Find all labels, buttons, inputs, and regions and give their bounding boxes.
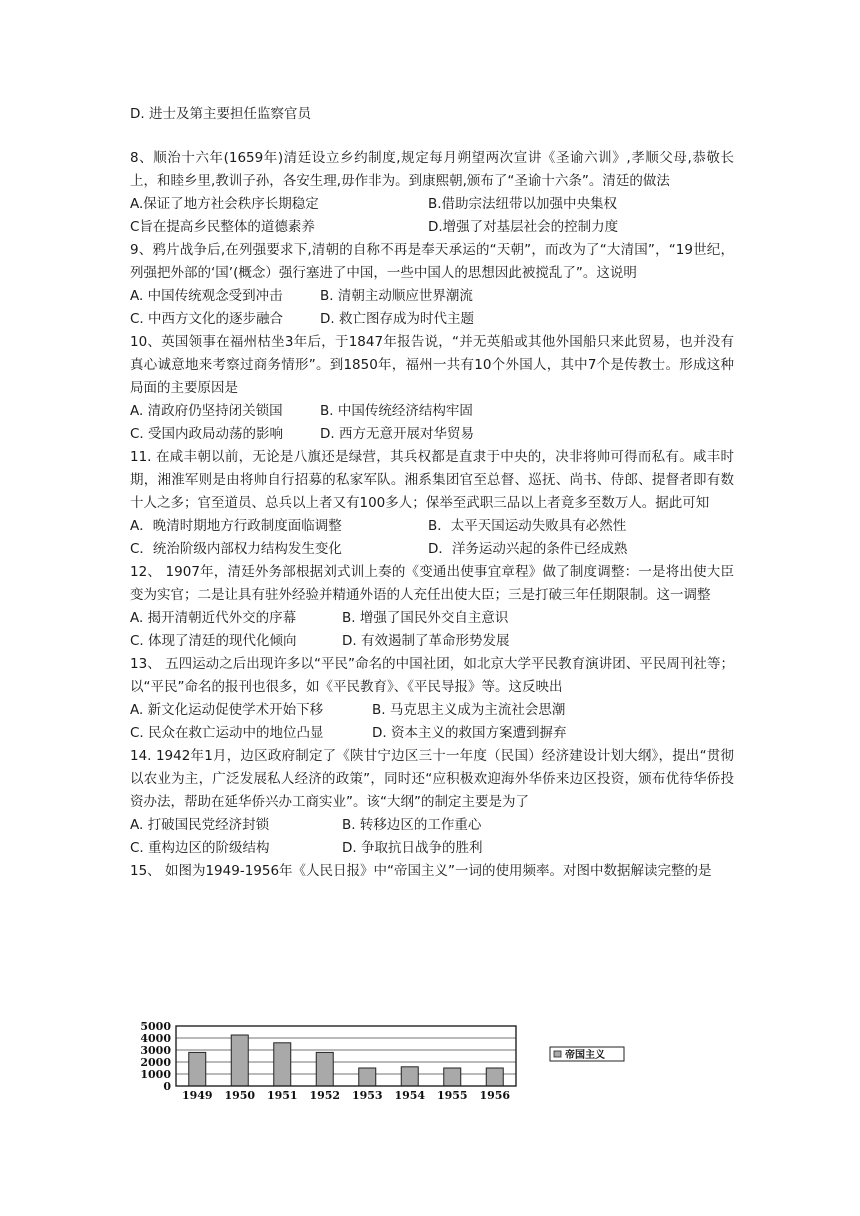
exam-page [130,0,734,883]
usage-frequency-bar-chart [130,1022,650,1102]
option-b: B. 清朝主动顺应世界潮流 [320,288,473,304]
legend [550,1047,624,1061]
question-12-options-row-1 [130,607,734,630]
option-b: B. 马克思主义成为主流社会思潮 [372,702,566,718]
question-11-options-row-2 [130,538,734,561]
bar-1949 [189,1052,206,1086]
y-tick-label: 1000 [140,1068,171,1081]
option-d: D. 救亡图存成为时代主题 [320,311,474,327]
question-11-stem: 11. 在咸丰朝以前，无论是八旗还是绿营，其兵权都是直隶于中央的，决非将帅可得而私有。咸丰时期，湘淮军则是由将帅自行招募的私家军队。湘系集团官至总督、巡抚、尚书、侍郎、提督者即有数十人之多；官至道员、总兵以上者又有100多人；保举至武职三品以上者竟多至数万人。据此可知 [130,449,734,511]
bar-1950 [231,1035,248,1086]
option-a: A. 中国传统观念受到冲击 [130,288,283,304]
question-15-stem: 15、 如图为1949-1956年《人民日报》中“帝国主义”一词的使用频率。对图中数据解读完整的是 [130,863,712,879]
x-tick-label: 1953 [351,1089,383,1102]
option-d: D.增强了对基层社会的控制力度 [428,219,619,235]
option-d: D．洋务运动兴起的条件已经成熟 [428,541,628,557]
option-d: D. 资本主义的救国方案遭到摒弃 [372,725,567,741]
option-b: B. 中国传统经济结构牢固 [320,403,473,419]
option-b: B．太平天国运动失败具有必然性 [428,518,627,534]
y-axis-ticks [140,1022,171,1093]
bars [189,1035,504,1086]
option-a: A.保证了地方社会秩序长期稳定 [130,196,319,212]
x-tick-label: 1955 [436,1089,468,1102]
option-d-previous: D. 进士及第主要担任监察官员 [130,106,311,122]
option-c: C．统治阶级内部权力结构发生变化 [130,541,342,557]
question-14-options-row-2 [130,837,734,860]
x-tick-label: 1956 [479,1089,511,1102]
option-a: A. 揭开清朝近代外交的序幕 [130,610,297,626]
bar-1954 [401,1067,418,1086]
question-13-options-row-1 [130,699,734,722]
y-tick-label: 0 [163,1080,171,1093]
option-d: D. 争取抗日战争的胜利 [342,840,483,856]
y-tick-label: 5000 [140,1022,171,1033]
question-14-options-row-1 [130,814,734,837]
option-a: A. 清政府仍坚持闭关锁国 [130,403,283,419]
option-c: C. 受国内政局动荡的影响 [130,426,284,442]
question-10-options-row-2 [130,423,734,446]
question-13-options-row-2 [130,722,734,745]
bar-1951 [274,1043,291,1086]
legend-label: 帝国主义 [565,1050,605,1061]
option-c: C旨在提高乡民整体的道德素养 [130,219,315,235]
option-c: C. 重构边区的阶级结构 [130,840,270,856]
bar-1953 [359,1068,376,1086]
option-c: C. 体现了清廷的现代化倾向 [130,633,297,649]
question-12-stem: 12、 1907年，清廷外务部根据刘式训上奏的《变通出使事宜章程》做了制度调整：一是将出使大臣变为实官；二是让具有驻外经验并精通外语的人充任出使大臣；三是打破三年任期限制。这一调整 [130,564,734,603]
y-tick-label: 4000 [140,1032,171,1045]
x-tick-label: 1951 [266,1089,298,1102]
gridlines [176,1038,516,1074]
x-tick-label: 1949 [181,1089,213,1102]
option-d: D. 有效遏制了革命形势发展 [342,633,510,649]
question-8-stem: 8、顺治十六年(1659年)清廷设立乡约制度,规定每月朔望两次宣讲《圣谕六训》,孝顺父母,恭敬长上，和睦乡里,教训子孙，各安生理,毋作非为。到康熙朝,颁布了“圣谕十六条”。清廷的做法 [130,150,734,189]
bar-1955 [444,1068,461,1086]
question-10-stem: 10、英国领事在福州枯坐3年后，于1847年报告说，“并无英船或其他外国船只来此贸易，也并没有真心诚意地来考察过商务情形”。到1850年，福州一共有10个外国人，其中7个是传教士。形成这种局面的主要原因是 [130,334,734,396]
option-b: B. 增强了国民外交自主意识 [342,610,509,626]
option-a: A. 打破国民党经济封锁 [130,817,270,833]
x-axis-ticks [182,1089,510,1102]
option-a: A. 新文化运动促使学术开始下移 [130,702,324,718]
option-d: D. 西方无意开展对华贸易 [320,426,474,442]
option-a: A．晚清时期地方行政制度面临调整 [130,518,342,534]
question-10-options-row-1 [130,400,734,423]
question-9-stem: 9、鸦片战争后,在列强要求下,清朝的自称不再是奉天承运的“天朝”，而改为了“大清国”，“19世纪，列强把外部的‘国’(概念）强行塞进了中国，一些中国人的思想因此被搅乱了”。这说明 [130,242,734,281]
option-b: B.借助宗法纽带以加强中央集权 [428,196,618,212]
question-13-stem: 13、 五四运动之后出现许多以“平民”命名的中国社团，如北京大学平民教育演讲团、平民周刊社等；以“平民”命名的报刊也很多，如《平民教育》、《平民导报》等。这反映出 [130,656,734,695]
question-8-options-row-1 [130,193,734,216]
bar-1956 [486,1068,503,1086]
question-9-options-row-2 [130,308,734,331]
question-14-stem: 14. 1942年1月，边区政府制定了《陕甘宁边区三十一年度（民国）经济建设计划大纲》，提出“贯彻以农业为主，广泛发展私人经济的政策”，同时还“应积极欢迎海外华侨来边区投资，颁布优待华侨投资办法，帮助在延华侨兴办工商实业”。该“大纲”的制定主要是为了 [130,748,734,810]
question-12-options-row-2 [130,630,734,653]
option-c: C. 中西方文化的逐步融合 [130,311,284,327]
question-9-options-row-1 [130,285,734,308]
question-8-options-row-2 [130,216,734,239]
option-b: B. 转移边区的工作重心 [342,817,482,833]
plot-frame [176,1026,516,1086]
x-tick-label: 1952 [309,1089,341,1102]
option-c: C. 民众在救亡运动中的地位凸显 [130,725,324,741]
legend-swatch [554,1051,561,1057]
bar-1952 [316,1052,333,1086]
question-11-options-row-1 [130,515,734,538]
x-tick-label: 1950 [224,1089,256,1102]
y-tick-label: 2000 [140,1056,171,1069]
y-tick-label: 3000 [140,1044,171,1057]
x-tick-label: 1954 [394,1089,426,1102]
